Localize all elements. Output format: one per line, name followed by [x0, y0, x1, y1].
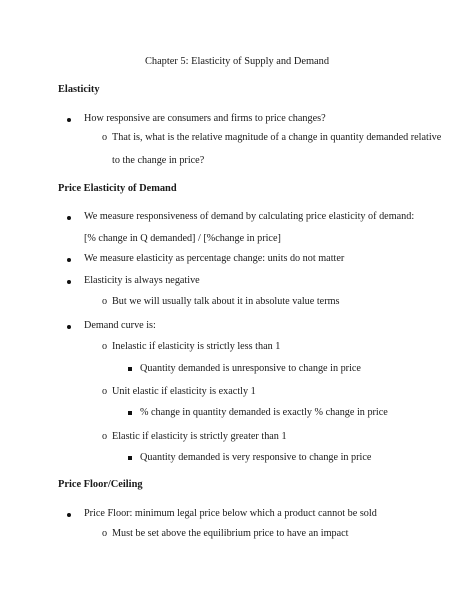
list-item: We measure elasticity as percentage change: units do not matter	[84, 253, 345, 264]
section-heading-price-elasticity: Price Elasticity of Demand	[58, 183, 177, 194]
section-heading-elasticity: Elasticity	[58, 84, 100, 95]
list-item-continuation: to the change in price?	[112, 155, 205, 166]
bullet-icon	[67, 280, 71, 284]
square-bullet-icon	[128, 456, 132, 460]
circle-bullet-icon: o	[102, 296, 108, 307]
list-item: Inelastic if elasticity is strictly less than 1	[112, 341, 281, 352]
list-item: Must be set above the equilibrium price to have an impact	[112, 528, 349, 539]
circle-bullet-icon: o	[102, 431, 108, 442]
list-item: Unit elastic if elasticity is exactly 1	[112, 386, 256, 397]
bullet-icon	[67, 118, 71, 122]
list-item: How responsive are consumers and firms to price changes?	[84, 113, 326, 124]
list-item: Quantity demanded is unresponsive to change in price	[140, 363, 361, 374]
list-item: % change in quantity demanded is exactly % change in price	[140, 407, 388, 418]
circle-bullet-icon: o	[102, 528, 108, 539]
square-bullet-icon	[128, 367, 132, 371]
circle-bullet-icon: o	[102, 132, 108, 143]
bullet-icon	[67, 258, 71, 262]
circle-bullet-icon: o	[102, 341, 108, 352]
list-item: Elastic if elasticity is strictly greater than 1	[112, 431, 287, 442]
list-item: Quantity demanded is very responsive to change in price	[140, 452, 372, 463]
formula-line: [% change in Q demanded] / [%change in price]	[84, 233, 281, 244]
list-item: That is, what is the relative magnitude of a change in quantity demanded relative	[112, 132, 442, 143]
list-item: But we will usually talk about it in absolute value terms	[112, 296, 340, 307]
square-bullet-icon	[128, 411, 132, 415]
bullet-icon	[67, 325, 71, 329]
bullet-icon	[67, 216, 71, 220]
document-title: Chapter 5: Elasticity of Supply and Demand	[144, 56, 330, 67]
circle-bullet-icon: o	[102, 386, 108, 397]
list-item: We measure responsiveness of demand by calculating price elasticity of demand:	[84, 211, 415, 222]
list-item: Demand curve is:	[84, 320, 156, 331]
list-item: Elasticity is always negative	[84, 275, 200, 286]
section-heading-price-floor-ceiling: Price Floor/Ceiling	[58, 479, 143, 490]
bullet-icon	[67, 513, 71, 517]
list-item: Price Floor: minimum legal price below which a product cannot be sold	[84, 508, 377, 519]
